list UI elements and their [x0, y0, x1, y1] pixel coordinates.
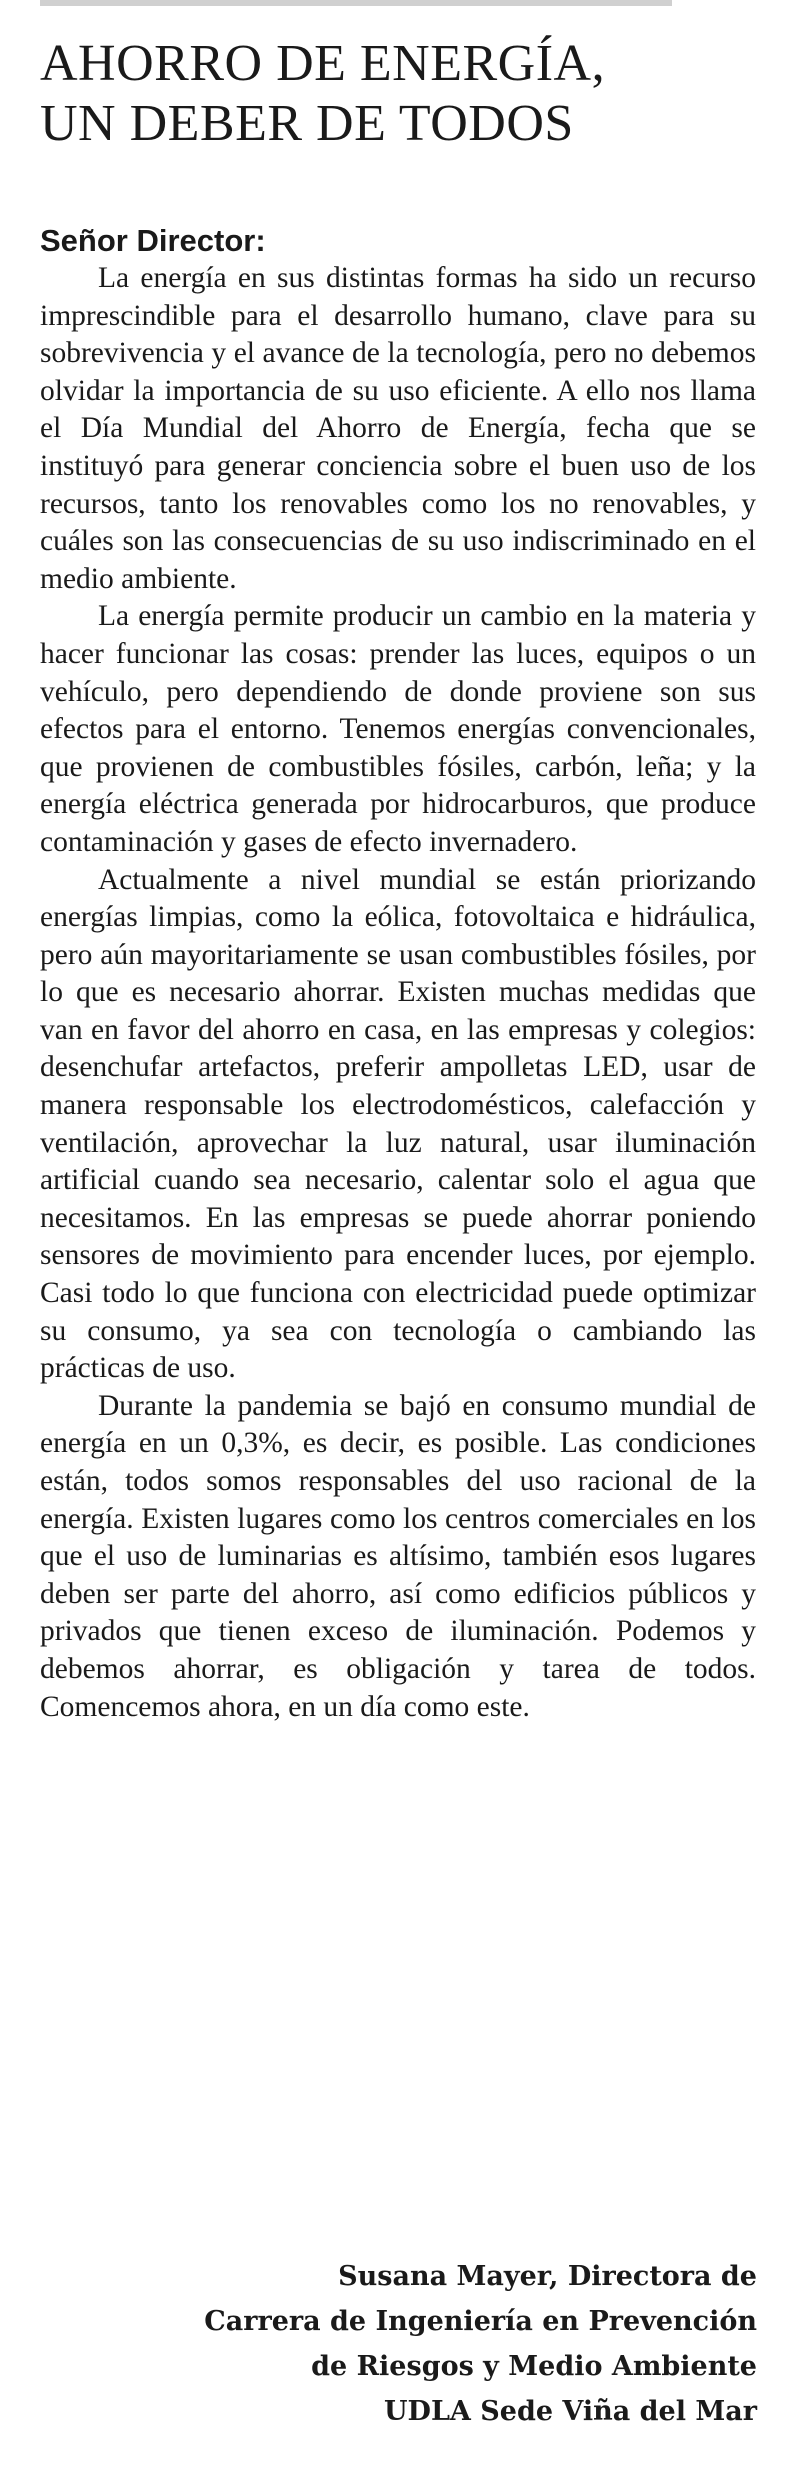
paragraph-3: Actualmente a nivel mundial se están priorizando energías limpias, como la eólica, fotovoltaica e hidráulica, pero aún mayoritariamente se usan combustibles fósiles, por lo que es necesario ahorrar. Existen muchas medidas que van en favor del ahorro en casa, en las empresas y colegios: desenchufar artefactos, preferir ampolletas LED, usar de manera responsable los electrodomésticos, calefacción y ventilación, aprovechar la luz natural, usar iluminación artificial cuando sea necesario, calentar solo el agua que necesitamos. En las empresas se puede ahorrar poniendo sensores de movimiento para encender luces, por ejemplo. Casi todo lo que funciona con electricidad puede optimizar su consumo, ya sea con tecnología o cambiando las prácticas de uso. — [40, 863, 756, 1385]
signature-line-3: de Riesgos y Medio Ambiente — [311, 2351, 757, 2382]
headline — [40, 34, 760, 154]
signature — [37, 2254, 757, 2434]
headline-line-1: AHORRO DE ENERGÍA, — [40, 35, 606, 92]
signature-line-4: UDLA Sede Viña del Mar — [383, 2396, 757, 2427]
letter-body — [40, 260, 756, 1726]
headline-line-2: UN DEBER DE TODOS — [40, 95, 574, 152]
signature-line-1: Susana Mayer, Directora de — [338, 2261, 757, 2292]
salutation: Señor Director: — [40, 223, 266, 258]
paragraph-4: Durante la pandemia se bajó en consumo mundial de energía en un 0,3%, es decir, es posible. Las condiciones están, todos somos responsables del uso racional de la energía. Existen lugares como los centros comerciales en los que el uso de luminarias es altísimo, también esos lugares deben ser parte del ahorro, así como edificios públicos y privados que tienen exceso de iluminación. Podemos y debemos ahorrar, es obligación y tarea de todos. Comencemos ahora, en un día como este. — [40, 1389, 756, 1723]
paragraph-2: La energía permite producir un cambio en la materia y hacer funcionar las cosas: prender las luces, equipos o un vehículo, pero dependiendo de donde proviene son sus efectos para el entorno. Tenemos energías convencionales, que provienen de combustibles fósiles, carbón, leña; y la energía eléctrica generada por hidrocarburos, que produce contaminación y gases de efecto invernadero. — [40, 600, 756, 858]
signature-line-2: Carrera de Ingeniería en Prevención — [204, 2306, 757, 2337]
top-rule — [40, 0, 672, 6]
paragraph-1: La energía en sus distintas formas ha sido un recurso imprescindible para el desarrollo humano, clave para su sobrevivencia y el avance de la tecnología, pero no debemos olvidar la importancia de su uso eficiente. A ello nos llama el Día Mundial del Ahorro de Energía, fecha que se instituyó para generar conciencia sobre el buen uso de los recursos, tanto los renovables como los no renovables, y cuáles son las consecuencias de su uso indiscriminado en el medio ambiente. — [40, 262, 756, 595]
